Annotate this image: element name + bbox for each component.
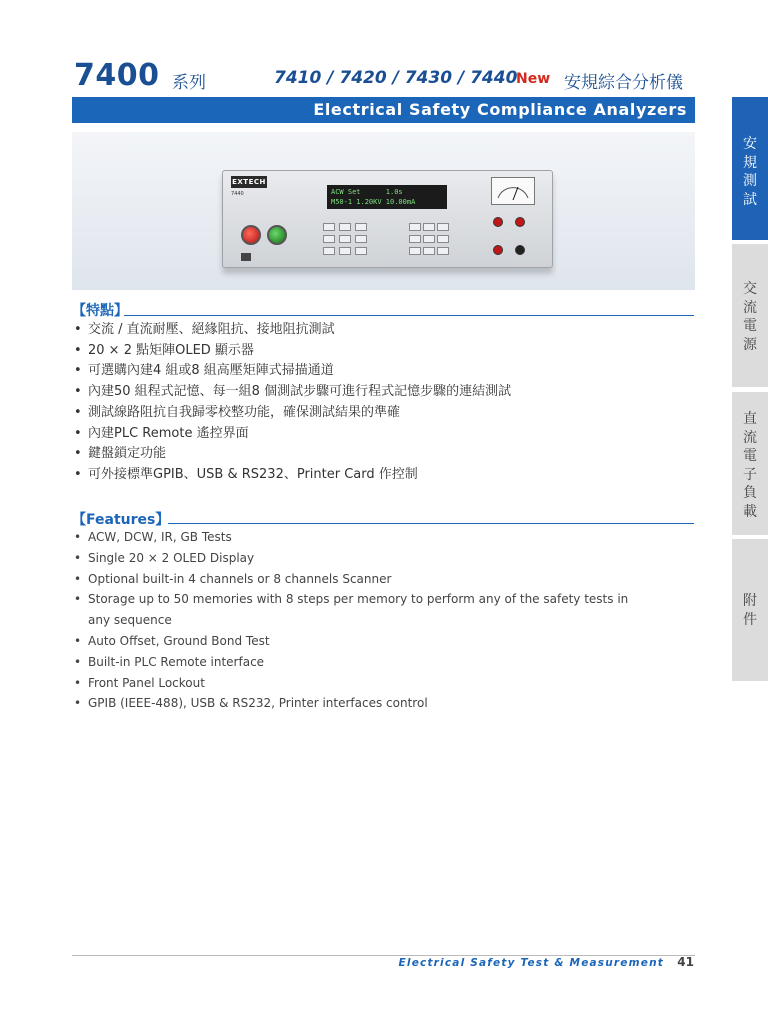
meter-needle-icon <box>492 178 534 204</box>
list-item: • 交流 / 直流耐壓、絕緣阻抗、接地阻抗測試 <box>74 322 335 337</box>
list-item: • GPIB (IEEE-488), USB & RS232, Printer interfaces control <box>74 696 428 711</box>
brand-logo: EXTECH <box>232 178 266 186</box>
section-divider <box>168 523 694 524</box>
list-item: • 可選購內建4 組或8 組高壓矩陣式掃描通道 <box>74 363 334 379</box>
list-item: • ACW, DCW, IR, GB Tests <box>74 530 232 544</box>
start-button-image <box>267 225 287 245</box>
series-title: 7400 <box>74 58 160 93</box>
list-item: • 內建50 組程式記憶、每一組8 個測試步驟可進行程式記憶步驟的連結測試 <box>74 384 512 400</box>
side-tab-dc-load[interactable] <box>732 392 768 535</box>
footer-text: Electrical Safety Test & Measurement <box>398 957 664 969</box>
section-divider <box>124 315 694 316</box>
list-item: • 鍵盤鎖定功能 <box>74 446 167 462</box>
features-zh-heading: 【特點】 <box>72 303 128 319</box>
list-item: • 測試線路阻抗自我歸零校整功能，確保測試結果的準確 <box>74 404 401 420</box>
footer-rule <box>72 955 695 956</box>
return-terminal-image <box>515 245 525 255</box>
features-en-list <box>72 527 628 714</box>
features-en-heading: 【Features】 <box>72 512 170 528</box>
list-item: • Auto Offset, Ground Bond Test <box>74 633 270 648</box>
hv-terminal-image <box>515 217 525 227</box>
features-zh-list <box>72 320 511 486</box>
hv-terminal-image <box>493 217 503 227</box>
display-line-1: ACW Set 1.0s <box>331 188 403 196</box>
display-line-2: M50-1 1.20KV 10.00mA <box>331 198 416 206</box>
list-item: • Built-in PLC Remote interface <box>74 654 265 669</box>
series-suffix: 系列 <box>172 73 206 93</box>
list-item: • Single 20 × 2 OLED Display <box>74 550 255 565</box>
keypad-image <box>323 221 453 263</box>
side-tab-accessories[interactable] <box>732 539 768 681</box>
product-photo <box>72 132 695 290</box>
new-badge: New <box>516 71 551 87</box>
side-tab-ac-power[interactable] <box>732 244 768 387</box>
side-tab-safety-test[interactable] <box>732 97 768 240</box>
analyzer-device-image <box>222 170 553 268</box>
device-model-label: 7440 <box>231 191 244 197</box>
device-display <box>327 185 447 209</box>
page-number: 41 <box>677 955 694 969</box>
list-item: • 20 × 2 點矩陣OLED 顯示器 <box>74 342 254 358</box>
side-tab-label: 交流電源 <box>743 281 757 353</box>
side-tab-label: 附件 <box>743 593 757 628</box>
list-item: • Storage up to 50 memories with 8 steps per memory to perform any of the safety tests in any sequence <box>74 592 629 628</box>
banner-title: Electrical Safety Compliance Analyzers <box>313 100 687 119</box>
stop-button-image <box>241 225 261 245</box>
list-item: • Optional built-in 4 channels or 8 channels Scanner <box>74 571 392 586</box>
list-item: • Front Panel Lockout <box>74 675 205 690</box>
title-banner <box>72 97 695 123</box>
side-tab-label: 直流電子負載 <box>743 411 757 520</box>
list-item: • 可外接標準GPIB、USB & RS232、Printer Card 作控制 <box>74 466 418 482</box>
return-terminal-image <box>493 245 503 255</box>
analog-meter-image <box>491 177 535 205</box>
power-switch-image <box>241 253 251 261</box>
side-tab-label: 安規測試 <box>743 136 757 208</box>
model-list: 7410 / 7420 / 7430 / 7440 <box>274 68 518 88</box>
list-item: • 內建PLC Remote 遙控界面 <box>74 425 249 441</box>
product-category-zh: 安規綜合分析儀 <box>564 73 683 93</box>
